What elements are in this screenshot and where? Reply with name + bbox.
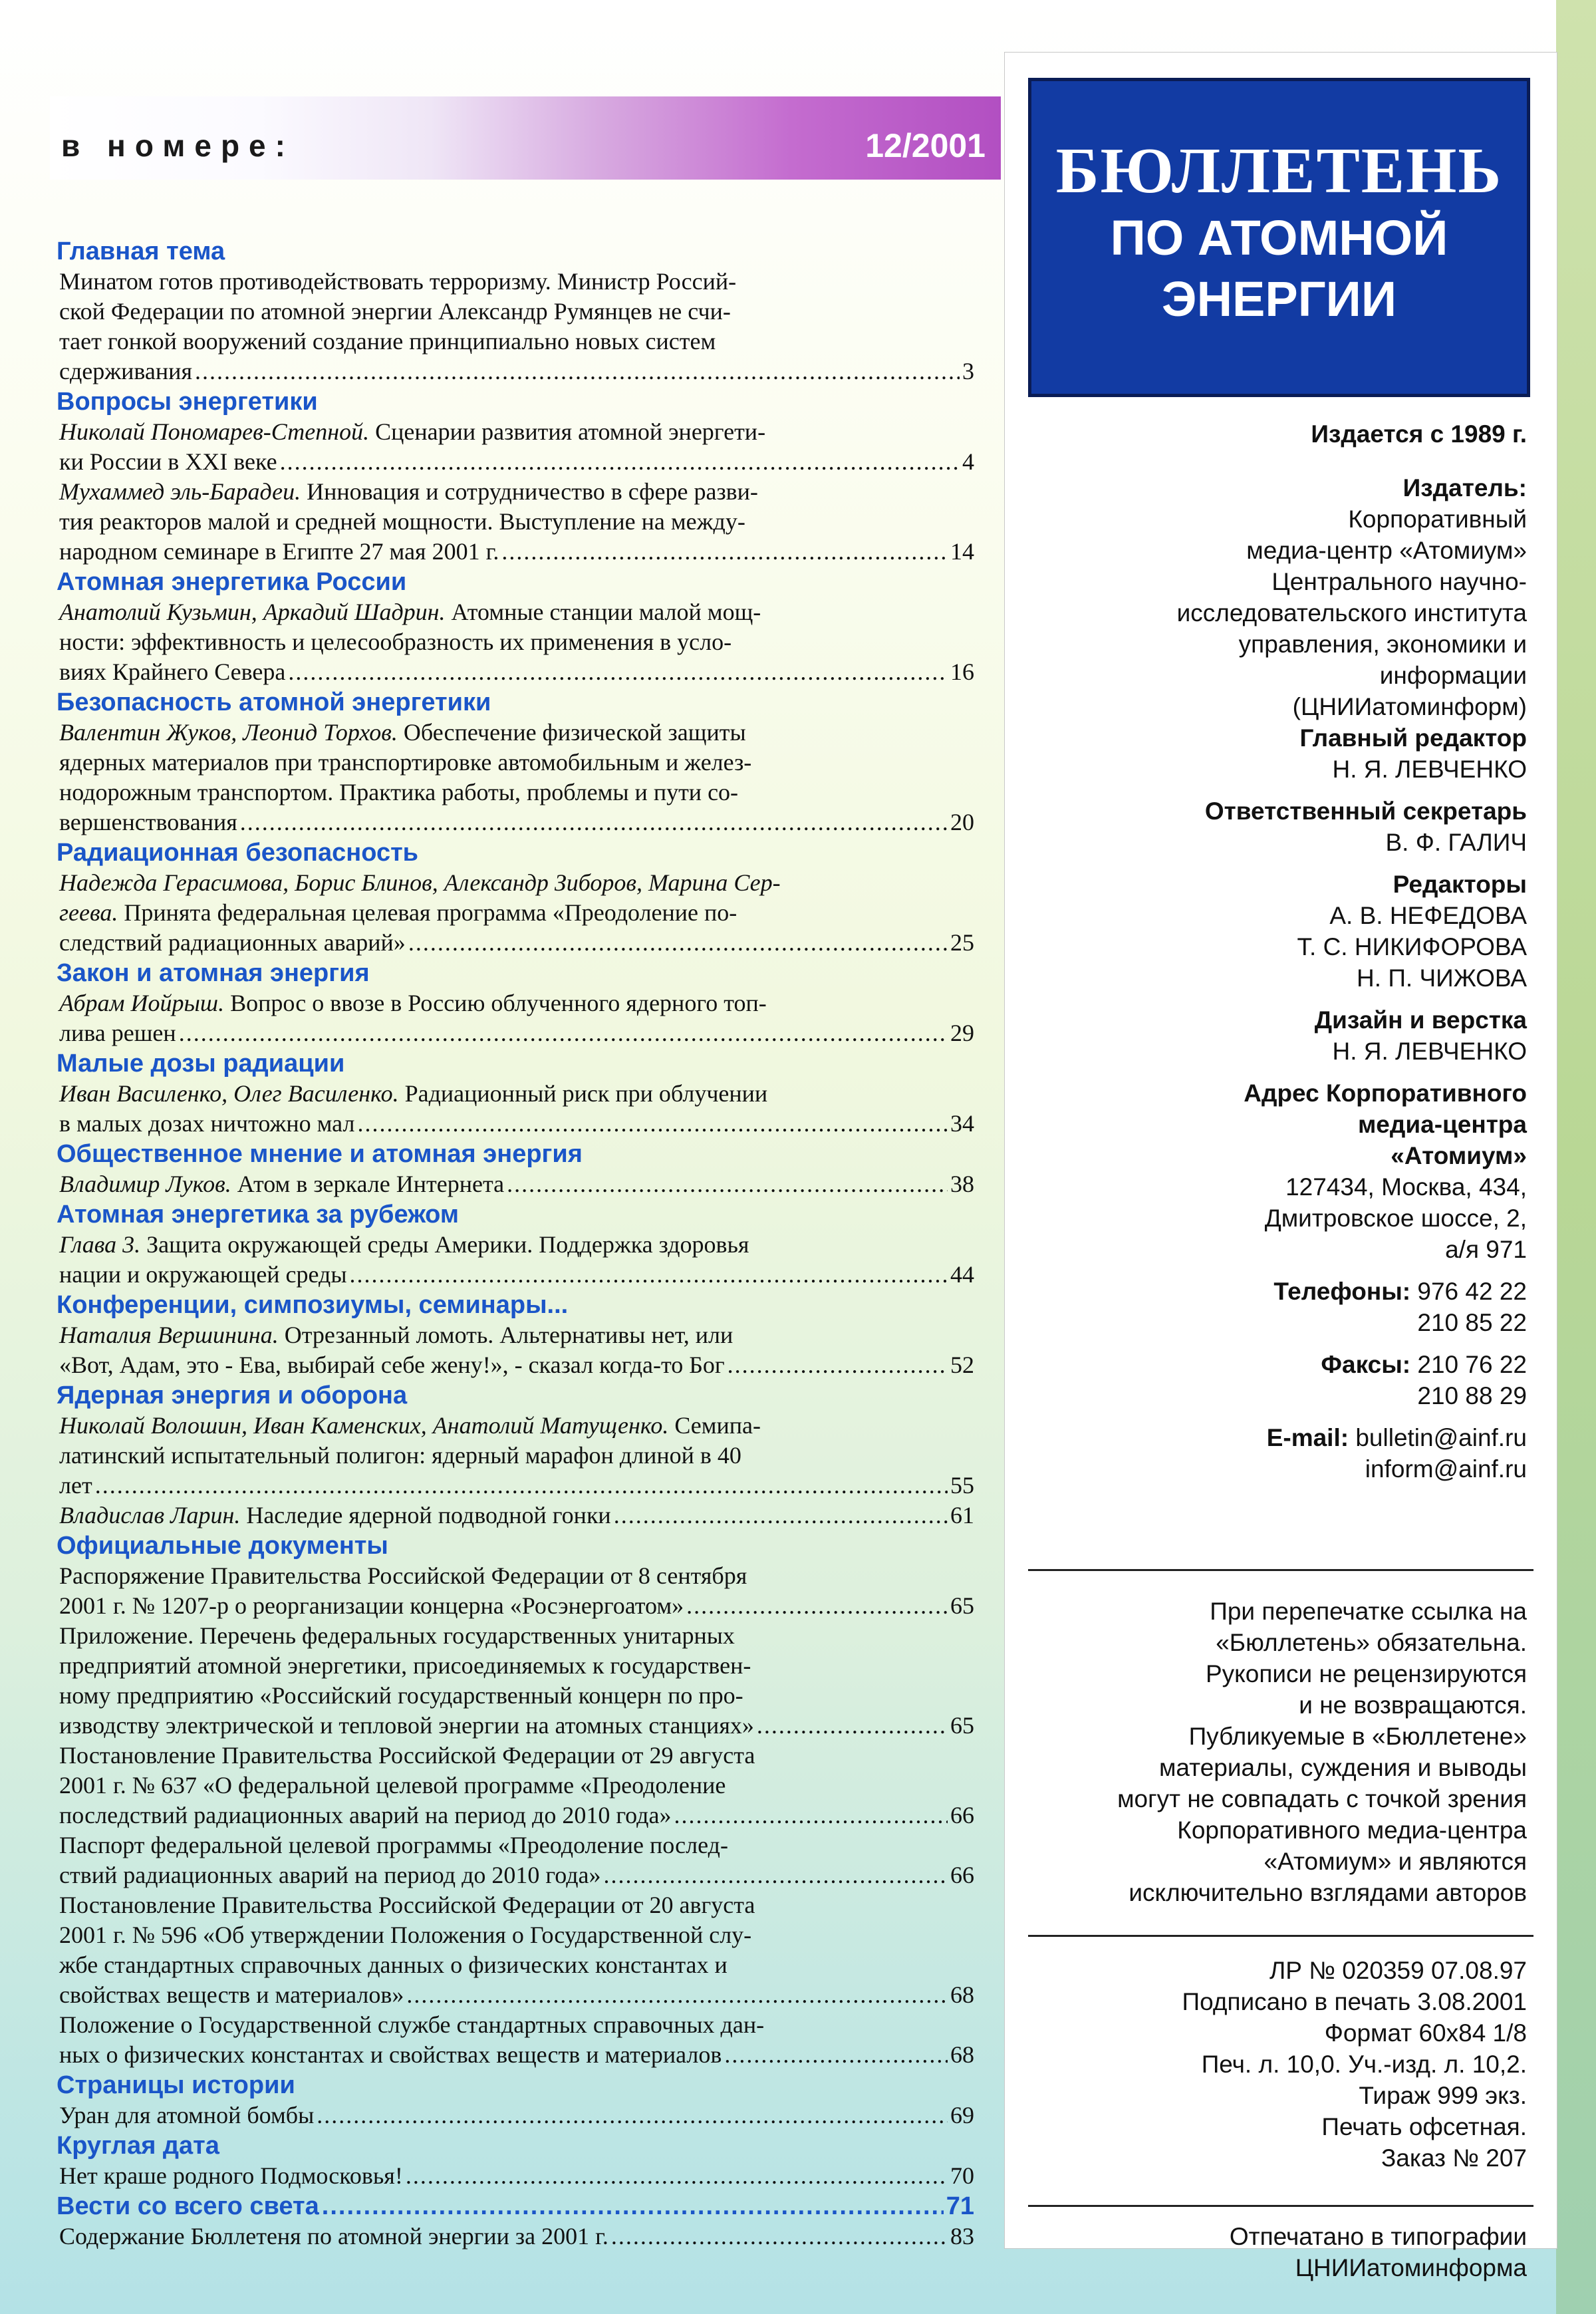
leader-dots — [686, 1591, 948, 1621]
section-heading: Ядерная энергия и оборона — [57, 1381, 408, 1409]
entry-line — [59, 1320, 974, 1350]
entry-line — [59, 1411, 974, 1441]
entry-author: Надежда Герасимова, Борис Блинов, Александр Зиборов, Марина Сер- — [59, 869, 781, 896]
entry-text: Сценарии развития атомной энергети- — [369, 418, 766, 445]
entry-last-line — [59, 1109, 974, 1139]
leader-dots — [357, 1109, 948, 1139]
entry-last-line — [59, 357, 974, 386]
entry-line: Минатом готов противодействовать терроризму. Министр Россий- — [59, 268, 737, 295]
publisher-label: Издатель: — [1402, 474, 1527, 502]
spacer — [1005, 858, 1527, 869]
page-number: 52 — [950, 1352, 974, 1378]
entry-last-line — [59, 1711, 974, 1741]
entry-text: Наследие ядерной подводной гонки — [246, 1502, 611, 1528]
address-line: 127434, Москва, 434, — [1285, 1173, 1527, 1201]
entry-text: следствий радиационных аварий» — [59, 929, 406, 956]
entry-text: «Вот, Адам, это - Ева, выбирай себе жену!», - сказал когда-то Бог — [59, 1352, 725, 1378]
entry-line — [59, 718, 974, 748]
divider — [1028, 1569, 1533, 1571]
notice-line: «Атомиум» и являются — [1264, 1848, 1527, 1875]
entry-line — [59, 868, 974, 898]
entry-author: Наталия Вершинина. — [59, 1322, 279, 1348]
secretary-label: Ответственный секретарь — [1204, 797, 1527, 825]
notice-line: Публикуемые в «Бюллетене» — [1188, 1723, 1527, 1750]
entry-last-line — [59, 807, 974, 837]
publication-line: Печ. л. 10,0. Уч.-изд. л. 10,2. — [1201, 2051, 1527, 2078]
page-number: 3 — [962, 358, 974, 384]
entry-text: Нет краше родного Подмосковья! — [59, 2162, 403, 2189]
entry-line — [59, 1169, 504, 1199]
section-heading: Страницы истории — [57, 2071, 295, 2099]
page-number: 69 — [950, 2102, 974, 2128]
section-heading: Главная тема — [57, 237, 225, 265]
spacer — [1005, 1411, 1527, 1422]
secretary-name: В. Ф. ГАЛИЧ — [1385, 829, 1527, 856]
address-label: Адрес Корпоративного — [1244, 1080, 1527, 1107]
publication-line: Подписано в печать 3.08.2001 — [1182, 1988, 1527, 2015]
leader-dots — [95, 1471, 948, 1501]
fax-number: 210 88 29 — [1417, 1382, 1527, 1409]
entry-text: ствий радиационных аварий на период до 2010 года» — [59, 1862, 601, 1888]
notice-line: «Бюллетень» обязательна. — [1216, 1629, 1527, 1656]
phone-number: 210 85 22 — [1417, 1309, 1527, 1336]
entry-text: Содержание Бюллетеня по атомной энергии за 2001 г. — [59, 2223, 608, 2249]
entry-last-line — [59, 2222, 974, 2251]
entry-line: латинский испытательный полигон: ядерный марафон длиной в 40 — [59, 1442, 741, 1469]
entry-line — [59, 898, 974, 928]
page-number: 71 — [946, 2192, 974, 2220]
entry-line: жбе стандартных справочных данных о физических константах и — [59, 1952, 728, 1978]
entry-line: ядерных материалов при транспортировке автомобильным и желез- — [59, 749, 752, 776]
logo-line-3: ЭНЕРГИИ — [1161, 271, 1397, 327]
publisher-line: Корпоративный — [1348, 506, 1527, 533]
page-number: 68 — [950, 1981, 974, 2008]
spacer — [1005, 1067, 1527, 1078]
entry-line: Приложение. Перечень федеральных государственных унитарных — [59, 1622, 735, 1649]
leader-dots — [674, 1801, 948, 1830]
phones-label: Телефоны: — [1273, 1278, 1411, 1305]
editors-label: Редакторы — [1393, 871, 1527, 898]
toc-entry — [57, 267, 974, 386]
page-number: 38 — [950, 1171, 974, 1197]
leader-dots — [501, 537, 948, 567]
page-number: 55 — [950, 1472, 974, 1499]
entry-text: лет — [59, 1472, 92, 1499]
design-name: Н. Я. ЛЕВЧЕНКО — [1332, 1038, 1527, 1065]
address-line: а/я 971 — [1445, 1236, 1527, 1263]
spacer — [1005, 785, 1527, 795]
entry-line — [59, 1079, 974, 1109]
leader-dots — [728, 1350, 948, 1380]
reprint-notice — [1005, 1596, 1527, 1908]
page-number: 14 — [950, 538, 974, 565]
entry-author: Владимир Луков. — [59, 1171, 231, 1197]
entry-line: Распоряжение Правительства Российской Федерации от 8 сентября — [59, 1562, 747, 1589]
entry-author: Анатолий Кузьмин, Аркадий Шадрин. — [59, 599, 446, 625]
publisher-line: Центрального научно- — [1271, 568, 1527, 595]
page-number: 4 — [962, 448, 974, 475]
leader-dots — [195, 357, 960, 386]
leader-dots — [280, 447, 960, 477]
spacer — [1005, 450, 1527, 472]
toc-entry — [57, 1320, 974, 1380]
section-heading: Общественное мнение и атомная энергия — [57, 1140, 583, 1168]
entry-text: Инновация и сотрудничество в сфере разви- — [301, 478, 758, 505]
printer-line: ЦНИИатоминформа — [1295, 2254, 1527, 2281]
entry-line — [59, 477, 974, 507]
section-heading: Малые дозы радиации — [57, 1050, 345, 1078]
leader-dots — [240, 807, 948, 837]
entry-text: Вопрос о ввозе в Россию облученного ядерного топ- — [224, 990, 767, 1016]
entry-text: ки России в XXI веке — [59, 448, 277, 475]
entry-last-line — [59, 928, 974, 958]
email-row — [1005, 1422, 1527, 1453]
toc-entry — [57, 1079, 974, 1139]
section-heading: Конференции, симпозиумы, семинары... — [57, 1291, 569, 1319]
entry-last-line — [59, 1018, 974, 1048]
notice-line: При перепечатке ссылка на — [1210, 1598, 1527, 1625]
page-edge-strip — [1556, 0, 1596, 2314]
entry-text: в малых дозах ничтожно мал — [59, 1110, 355, 1137]
entry-last-line — [59, 657, 974, 687]
entry-line: 2001 г. № 596 «Об утверждении Положения о Государственной слу- — [59, 1922, 752, 1948]
leader-dots — [179, 1018, 948, 1048]
publisher-line: информации — [1379, 662, 1527, 689]
address-label: «Атомиум» — [1391, 1142, 1527, 1169]
page-number: 65 — [950, 1592, 974, 1619]
entry-line: предприятий атомной энергетики, присоединяемых к государствен- — [59, 1652, 751, 1679]
entry-line — [59, 417, 974, 447]
printer-line: Отпечатано в типографии — [1229, 2223, 1527, 2250]
toc-entry — [57, 1169, 974, 1199]
entry-line — [59, 597, 974, 627]
leader-dots — [406, 1980, 948, 2010]
entry-author: геева. — [59, 899, 118, 926]
entry-text: Атом в зеркале Интернета — [237, 1171, 505, 1197]
entry-last-line — [59, 1591, 974, 1621]
section-heading: Официальные документы — [57, 1532, 388, 1560]
entry-text: 2001 г. № 1207-р о реорганизации концерна «Росэнергоатом» — [59, 1592, 684, 1619]
section-heading: Закон и атомная энергия — [57, 959, 370, 987]
leader-dots — [604, 1860, 948, 1890]
section-heading: Атомная энергетика России — [57, 568, 407, 596]
email-label: E-mail: — [1266, 1424, 1349, 1451]
page-number: 83 — [950, 2223, 974, 2249]
chief-name: Н. Я. ЛЕВЧЕНКО — [1332, 756, 1527, 783]
page-number: 34 — [950, 1110, 974, 1137]
publisher-line: медиа-центр «Атомиум» — [1246, 537, 1527, 564]
entry-text: Атомные станции малой мощ- — [445, 599, 761, 625]
section-heading: Круглая дата — [57, 2132, 219, 2160]
toc-entry — [57, 1411, 974, 1501]
page-number: 70 — [950, 2162, 974, 2189]
printer-info — [1005, 2221, 1527, 2283]
notice-line: и не возвращаются. — [1299, 1691, 1527, 1719]
page-number: 29 — [950, 1020, 974, 1046]
entry-author: Николай Волошин, Иван Каменских, Анатолий Матущенко. — [59, 1412, 669, 1439]
email-address: bulletin@ainf.ru — [1355, 1424, 1527, 1451]
entry-line: ному предприятию «Российский государственный концерн по про- — [59, 1682, 743, 1709]
entry-text: нации и окружающей среды — [59, 1261, 347, 1288]
entry-line — [59, 1501, 611, 1530]
page-number: 25 — [950, 929, 974, 956]
entry-last-line — [59, 2040, 974, 2070]
entry-line: Постановление Правительства Российской Федерации от 20 августа — [59, 1892, 755, 1918]
entry-last-line — [59, 1980, 974, 2010]
logo-line-1: БЮЛЛЕТЕНЬ — [1055, 135, 1503, 207]
spacer — [1005, 1338, 1527, 1349]
publication-details — [1005, 1955, 1527, 2174]
entry-text: Принята федеральная целевая программа «Преодоление по- — [124, 899, 737, 926]
entry-line — [59, 1230, 974, 1260]
toc-entry — [57, 868, 974, 958]
entry-text: народном семинаре в Египте 27 мая 2001 г. — [59, 538, 499, 565]
publication-line: ЛР № 020359 07.08.97 — [1269, 1957, 1527, 1984]
toc-entry — [57, 477, 974, 567]
entry-last-line — [59, 1260, 974, 1290]
leader-dots — [322, 2191, 944, 2222]
page-number: 16 — [950, 658, 974, 685]
email-address: inform@ainf.ru — [1365, 1455, 1527, 1483]
toc-entry — [57, 1890, 974, 2010]
toc-entry — [57, 2100, 974, 2130]
editor-name: Н. П. ЧИЖОВА — [1357, 964, 1527, 992]
spacer — [1005, 994, 1527, 1004]
since: Издается с 1989 г. — [1311, 420, 1527, 448]
entry-author: Глава 3. — [59, 1231, 141, 1258]
entry-text: ных о физических константах и свойствах веществ и материалов — [59, 2041, 722, 2068]
entry-text: лива решен — [59, 1020, 176, 1046]
entry-text: последствий радиационных аварий на период до 2010 года» — [59, 1802, 672, 1828]
entry-text: Защита окружающей среды Америки. Поддержка здоровья — [140, 1231, 749, 1258]
publisher-line: (ЦНИИатоминформ) — [1292, 693, 1527, 720]
masthead-info — [1005, 418, 1527, 1485]
publication-line: Печать офсетная. — [1321, 2113, 1527, 2140]
address-line: Дмитровское шоссе, 2, — [1264, 1205, 1527, 1232]
editor-name: Т. С. НИКИФОРОВА — [1297, 933, 1527, 960]
entry-last-line — [59, 1501, 974, 1530]
page-number: 66 — [950, 1862, 974, 1888]
section-heading: Атомная энергетика за рубежом — [57, 1201, 459, 1229]
leader-dots — [724, 2040, 948, 2070]
entry-text: виях Крайнего Севера — [59, 658, 286, 685]
entry-line: нодорожным транспортом. Практика работы, проблемы и пути со- — [59, 779, 739, 805]
entry-text: изводству электрической и тепловой энергии на атомных станциях» — [59, 1712, 754, 1739]
toc-entry — [57, 718, 974, 837]
publisher-line: управления, экономики и — [1238, 631, 1527, 658]
leader-dots — [406, 2161, 948, 2191]
entry-line: тает гонкой вооружений создание принципиально новых систем — [59, 328, 716, 355]
toc-entry — [57, 1230, 974, 1290]
phone-number: 976 42 22 — [1417, 1278, 1527, 1305]
issue-number: 12/2001 — [865, 127, 986, 164]
masthead-column — [1004, 52, 1557, 2281]
entry-last-line — [59, 537, 974, 567]
phones-row — [1005, 1276, 1527, 1307]
leader-dots — [507, 1169, 948, 1199]
toc-entry — [57, 1741, 974, 1830]
divider — [1028, 1935, 1533, 1937]
entry-line: Паспорт федеральной целевой программы «Преодоление послед- — [59, 1832, 728, 1858]
entry-text: Семипа- — [668, 1412, 761, 1439]
toc-entry — [57, 2222, 974, 2251]
entry-author: Иван Василенко, Олег Василенко. — [59, 1080, 399, 1107]
leader-dots — [614, 1501, 948, 1530]
leader-dots — [317, 2100, 948, 2130]
entry-author: Николай Пономарев-Степной. — [59, 418, 370, 445]
toc-entry — [57, 988, 974, 1048]
faxes-label: Факсы: — [1321, 1351, 1411, 1378]
page-number: 44 — [950, 1261, 974, 1288]
entry-text: Радиационный риск при облучении — [398, 1080, 768, 1107]
bulletin-logo — [1028, 78, 1530, 397]
entry-line: тия реакторов малой и средней мощности. Выступление на между- — [59, 508, 745, 535]
entry-text: свойствах веществ и материалов» — [59, 1981, 404, 2008]
entry-author: Абрам Иойрыш. — [59, 990, 225, 1016]
notice-line: исключительно взглядами авторов — [1129, 1879, 1527, 1906]
entry-author: Валентин Жуков, Леонид Торхов. — [59, 719, 398, 746]
entry-text: вершенствования — [59, 809, 237, 835]
toc-entry — [57, 2010, 974, 2070]
page-number: 66 — [950, 1802, 974, 1828]
publisher-line: исследовательского института — [1176, 599, 1527, 627]
entry-line: Постановление Правительства Российской Федерации от 29 августа — [59, 1742, 755, 1769]
entry-author: Владислав Ларин. — [59, 1502, 241, 1528]
editor-name: А. В. НЕФЕДОВА — [1329, 902, 1527, 929]
entry-last-line — [59, 1169, 974, 1199]
divider — [1028, 2205, 1533, 2207]
entry-text: Обеспечение физической защиты — [397, 719, 746, 746]
entry-last-line — [59, 1471, 974, 1501]
leader-dots — [408, 928, 948, 958]
toc-entry — [57, 1501, 974, 1530]
entry-last-line — [59, 1350, 974, 1380]
entry-last-line — [59, 1801, 974, 1830]
entry-line — [59, 988, 974, 1018]
chief-label: Главный редактор — [1299, 724, 1527, 752]
toc-entry — [57, 1561, 974, 1621]
leader-dots — [288, 657, 948, 687]
leader-dots — [611, 2222, 948, 2251]
header-label: в номере: — [61, 128, 295, 163]
table-of-contents — [57, 236, 974, 2251]
spacer — [1005, 1265, 1527, 1276]
publication-line: Тираж 999 экз. — [1359, 2082, 1527, 2109]
toc-entry — [57, 1621, 974, 1741]
section-heading: Вопросы энергетики — [57, 388, 318, 416]
leader-dots — [757, 1711, 948, 1741]
notice-line: Корпоративного медиа-центра — [1177, 1816, 1527, 1844]
publication-line: Заказ № 207 — [1381, 2144, 1527, 2172]
entry-line: Положение о Государственной службе стандартных справочных дан- — [59, 2011, 765, 2038]
notice-line: материалы, суждения и выводы — [1158, 1754, 1527, 1781]
entry-last-line — [59, 1860, 974, 1890]
entry-text: Уран для атомной бомбы — [59, 2102, 315, 2128]
page-number: 20 — [950, 809, 974, 835]
fax-number: 210 76 22 — [1417, 1351, 1527, 1378]
entry-line: ской Федерации по атомной энергии Александр Румянцев не счи- — [59, 298, 731, 325]
page-number: 65 — [950, 1712, 974, 1739]
section-heading: Радиационная безопасность — [57, 839, 419, 867]
entry-text: Отрезанный ломоть. Альтернативы нет, или — [278, 1322, 733, 1348]
entry-last-line — [59, 2100, 974, 2130]
toc-entry — [57, 2161, 974, 2191]
entry-line: 2001 г. № 637 «О федеральной целевой программе «Преодоление — [59, 1772, 726, 1799]
toc-entry — [57, 417, 974, 477]
entry-line: ности: эффективность и целесообразность их применения в усло- — [59, 629, 732, 655]
logo-line-2: ПО АТОМНОЙ — [1110, 210, 1448, 265]
entry-author: Мухаммед эль-Барадеи. — [59, 478, 301, 505]
entry-last-line — [59, 447, 974, 477]
page-number: 61 — [950, 1502, 974, 1528]
page-number: 68 — [950, 2041, 974, 2068]
publication-line: Формат 60x84 1/8 — [1324, 2019, 1527, 2047]
entry-text: сдерживания — [59, 358, 193, 384]
toc-entry — [57, 597, 974, 687]
faxes-row — [1005, 1349, 1527, 1380]
notice-line: Рукописи не рецензируются — [1205, 1660, 1527, 1687]
toc-entry — [57, 1830, 974, 1890]
section-heading — [57, 2191, 974, 2222]
design-label: Дизайн и верстка — [1314, 1006, 1527, 1034]
notice-line: могут не совпадать с точкой зрения — [1117, 1785, 1527, 1812]
entry-last-line — [59, 2161, 974, 2191]
leader-dots — [350, 1260, 948, 1290]
address-label: медиа-центра — [1357, 1111, 1527, 1138]
section-heading: Безопасность атомной энергетики — [57, 688, 491, 716]
section-title: Вести со всего света — [57, 2192, 319, 2220]
